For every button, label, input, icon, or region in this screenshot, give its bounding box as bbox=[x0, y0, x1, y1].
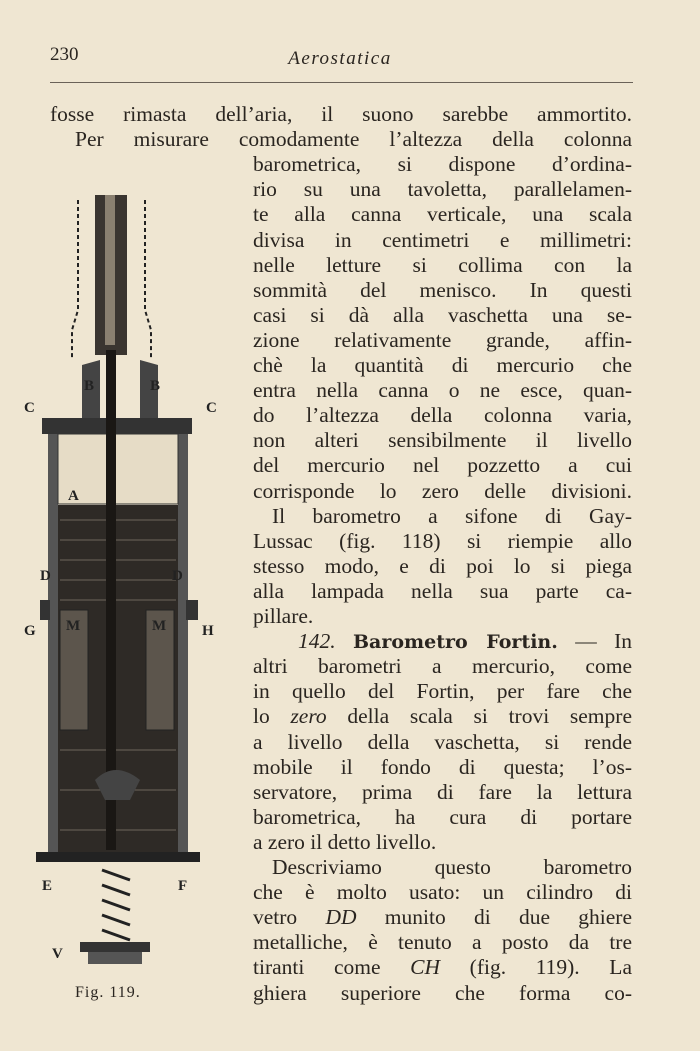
text-span: servatore, prima di fare la lettura bbox=[253, 779, 632, 804]
text-line bbox=[253, 479, 632, 504]
text-span: fosse rimasta dell’aria, il suono sarebbe ammortito. bbox=[50, 102, 632, 126]
text-line bbox=[253, 253, 632, 278]
text-span: Lussac (fig. 118) si riempie allo bbox=[253, 528, 632, 553]
text-span bbox=[336, 629, 353, 653]
text-span: lo bbox=[253, 704, 291, 729]
text-line bbox=[253, 453, 632, 478]
text-line bbox=[253, 679, 632, 704]
text-span: pillare. bbox=[253, 604, 314, 628]
text-span: del mercurio nel pozzetto a cui bbox=[253, 453, 632, 478]
text-span: mobile il fondo di questa; l’os- bbox=[253, 754, 632, 779]
text-span: Descriviamo questo barometro bbox=[272, 855, 632, 879]
text-span: nelle letture si collima con la bbox=[253, 252, 632, 277]
text-span: che è molto usato: un cilindro di bbox=[253, 880, 632, 905]
label-M-right: M bbox=[152, 618, 167, 634]
label-C-left: C bbox=[24, 400, 35, 416]
text-span: te alla canna verticale, una scala bbox=[253, 202, 632, 227]
text-line bbox=[253, 152, 632, 177]
text-span: a livello della vaschetta, si rende bbox=[253, 729, 632, 754]
fortin-barometer-illustration bbox=[20, 190, 230, 980]
label-D-left: D bbox=[40, 568, 51, 584]
text-line bbox=[253, 228, 632, 253]
text-line bbox=[50, 102, 632, 127]
section-heading: Barometro Fortin. bbox=[352, 631, 558, 654]
text-span: do l’altezza della colonna varia, bbox=[253, 403, 632, 428]
text-line bbox=[298, 629, 632, 654]
text-line bbox=[253, 529, 632, 554]
text-line bbox=[253, 202, 632, 227]
header-rule bbox=[50, 82, 633, 83]
label-H: H bbox=[202, 623, 214, 639]
text-span: chè la quantità di mercurio che bbox=[253, 353, 632, 377]
text-span: barometrica, si dispone d’ordina- bbox=[253, 152, 632, 177]
text-span: rio su una tavoletta, parallelamen- bbox=[253, 177, 632, 202]
text-span: a zero il detto livello. bbox=[253, 829, 437, 854]
text-line bbox=[253, 755, 632, 780]
text-line bbox=[272, 504, 632, 529]
text-span: entra nella canna o ne esce, quan- bbox=[253, 378, 632, 403]
label-B-left: B bbox=[84, 378, 95, 394]
label-M-left: M bbox=[66, 618, 81, 634]
text-line bbox=[253, 730, 632, 755]
text-span: casi si dà alla vaschetta una se- bbox=[253, 302, 632, 327]
text-line bbox=[253, 780, 632, 805]
text-line bbox=[253, 278, 632, 303]
label-V: V bbox=[52, 946, 63, 962]
text-span: metalliche, è tenuto a posto da tre bbox=[253, 930, 632, 955]
text-line bbox=[272, 855, 632, 880]
text-span: tiranti come bbox=[253, 955, 411, 980]
page-number: 230 bbox=[50, 44, 79, 65]
text-line bbox=[253, 403, 632, 428]
text-span: zione relativamente grande, affin- bbox=[253, 327, 632, 352]
figure-caption: Fig. 119. bbox=[75, 984, 141, 1001]
label-A: A bbox=[68, 488, 79, 504]
text-span: ghiera superiore che forma co- bbox=[253, 980, 632, 1005]
text-span: vetro bbox=[253, 905, 326, 930]
text-span: non alteri sensibilmente il livello bbox=[253, 428, 632, 453]
text-line bbox=[253, 830, 632, 855]
text-span: stesso modo, e di poi lo si piega bbox=[253, 553, 632, 578]
text-line bbox=[253, 654, 632, 679]
text-line bbox=[253, 353, 632, 378]
text-line bbox=[253, 579, 632, 604]
text-span: — In bbox=[557, 629, 632, 654]
text-line bbox=[253, 554, 632, 579]
text-span: Il barometro a sifone di Gay- bbox=[272, 503, 632, 528]
label-B-right: B bbox=[150, 378, 161, 394]
running-title: Aerostatica bbox=[288, 48, 392, 69]
label-G: G bbox=[24, 623, 36, 639]
text-line bbox=[253, 428, 632, 453]
text-span: in quello del Fortin, per fare che bbox=[253, 679, 632, 704]
text-line bbox=[253, 880, 632, 905]
italic-text: CH bbox=[410, 955, 441, 980]
text-line bbox=[253, 981, 632, 1006]
text-span: Per misurare comodamente l’altezza della colonna bbox=[75, 127, 632, 152]
text-span: altri barometri a mercurio, come bbox=[253, 654, 632, 679]
text-line bbox=[253, 905, 632, 930]
text-span: sommità del menisco. In questi bbox=[253, 277, 632, 302]
italic-text: zero bbox=[290, 704, 327, 729]
text-line bbox=[253, 930, 632, 955]
text-span: barometrica, ha cura di portare bbox=[253, 804, 632, 829]
text-line bbox=[253, 378, 632, 403]
text-line bbox=[253, 805, 632, 830]
label-D-right: D bbox=[172, 568, 183, 584]
label-C-right: C bbox=[206, 400, 217, 416]
text-span: divisa in centimetri e millimetri: bbox=[253, 227, 632, 252]
text-line bbox=[253, 303, 632, 328]
text-span: alla lampada nella sua parte ca- bbox=[253, 578, 632, 603]
text-span: corrisponde lo zero delle divisioni. bbox=[253, 478, 632, 503]
text-line bbox=[253, 955, 632, 980]
italic-text: 142. bbox=[298, 629, 336, 654]
text-line bbox=[253, 328, 632, 353]
text-span: della scala si trovi sempre bbox=[326, 704, 632, 729]
text-span: munito di due ghiere bbox=[356, 905, 632, 930]
text-line bbox=[253, 704, 632, 729]
text-line bbox=[75, 127, 632, 152]
text-span: (fig. 119). La bbox=[440, 955, 632, 980]
label-E: E bbox=[42, 878, 53, 894]
text-line bbox=[253, 177, 632, 202]
label-F: F bbox=[178, 878, 188, 894]
italic-text: DD bbox=[325, 905, 357, 930]
text-line bbox=[253, 604, 632, 629]
